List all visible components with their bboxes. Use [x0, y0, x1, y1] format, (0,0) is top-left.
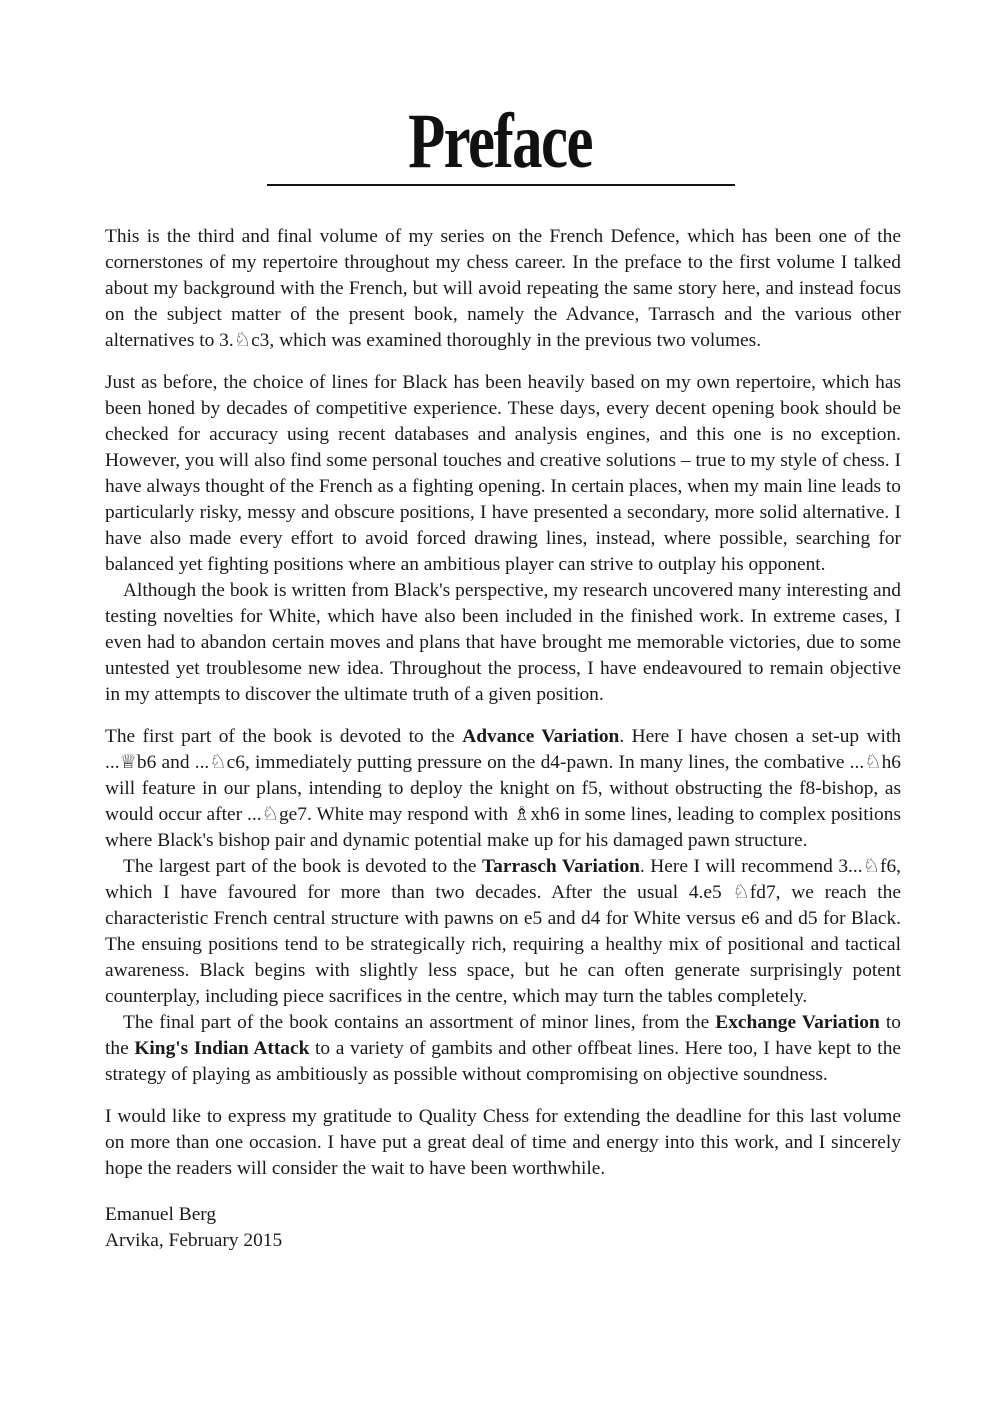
author-name: Emanuel Berg: [105, 1204, 217, 1225]
paragraph-6: [105, 1010, 901, 1088]
paragraph-3: Although the book is written from Black's perspective, my research uncovered many interesting and testing novelties for White, which have also been included in the finished work. In extreme cases, I even had to abandon certain moves and plans that have brought me memorable victories, due to some untested yet troublesome new idea. Throughout the process, I have endeavoured to remain objective in my attempts to discover the ultimate truth of a given position.: [105, 580, 901, 705]
page-title: Preface: [408, 97, 592, 184]
preface-body: [105, 224, 901, 1254]
paragraph-1: This is the third and final volume of my series on the French Defence, which has been one of the cornerstones of my repertoire throughout my chess career. In the preface to the first volume I talked about my background with the French, but will avoid repeating the same story here, and instead focus on the subject matter of the present book, namely the Advance, Tarrasch and the various other alternatives to 3.♘c3, which was examined thoroughly in the previous two volumes.: [105, 226, 901, 351]
kings-indian-attack-term: King's Indian Attack: [134, 1038, 310, 1059]
paragraph-4-text-b: . Here I have chosen a set-up with ...♕b6 and ...♘c6, immediately putting pressure on the d4-pawn. In many lines, the combative ...♘h6 will feature in our plans, intending to deploy the knight on f5, without obstructing the f8-bishop, as would occur after ...♘ge7. White may respond with ♗xh6 in some lines, leading to complex positions where Black's bishop pair and dynamic potential make up for his damaged pawn structure.: [105, 726, 901, 851]
exchange-variation-term: Exchange Variation: [715, 1012, 880, 1033]
title-rule: [267, 184, 735, 186]
paragraph-5-text-b: . Here I will recommend 3...♘f6, which I have favoured for more than two decades. After the usual 4.e5 ♘fd7, we reach the characteristic French central structure with pawns on e5 and d4 for White versus e6 and d5 for Black. The ensuing positions tend to be strategically rich, requiring a healthy mix of positional and tactical awareness. Black begins with slightly less space, but he can often generate surprisingly potent counterplay, including piece sacrifices in the centre, which may turn the tables completely.: [105, 856, 901, 1007]
paragraph-6-text-b: to the: [105, 1012, 901, 1059]
paragraph-2: Just as before, the choice of lines for Black has been heavily based on my own repertoire, which has been honed by decades of competitive experience. These days, every decent opening book should be checked for accuracy using recent databases and analysis engines, and this one is no exception. However, you will also find some personal touches and creative solutions – true to my style of chess. I have always thought of the French as a fighting opening. In certain places, when my main line leads to particularly risky, messy and obscure positions, I have presented a secondary, more solid alternative. I have also made every effort to avoid forced drawing lines, instead, where possible, searching for balanced yet fighting positions where an ambitious player can strive to outplay his opponent.: [105, 372, 901, 575]
paragraph-7: I would like to express my gratitude to Quality Chess for extending the deadline for this last volume on more than one occasion. I have put a great deal of time and energy into this work, and I sincerely hope the readers will consider the wait to have been worthwhile.: [105, 1106, 901, 1179]
tarrasch-variation-term: Tarrasch Variation: [482, 856, 640, 877]
paragraph-5: [105, 854, 901, 1010]
paragraph-6-text-c: to a variety of gambits and other offbeat lines. Here too, I have kept to the strategy of playing as ambitiously as possible without compromising on objective soundness.: [105, 1038, 901, 1085]
advance-variation-term: Advance Variation: [462, 726, 620, 747]
paragraph-4: [105, 724, 901, 854]
signature-block: [105, 1202, 901, 1254]
paragraph-4-text-a: The first part of the book is devoted to the: [105, 726, 463, 747]
paragraph-5-text-a: The largest part of the book is devoted to the: [123, 856, 483, 877]
place-and-date: Arvika, February 2015: [105, 1230, 283, 1251]
paragraph-6-text-a: The final part of the book contains an assortment of minor lines, from the: [123, 1012, 716, 1033]
